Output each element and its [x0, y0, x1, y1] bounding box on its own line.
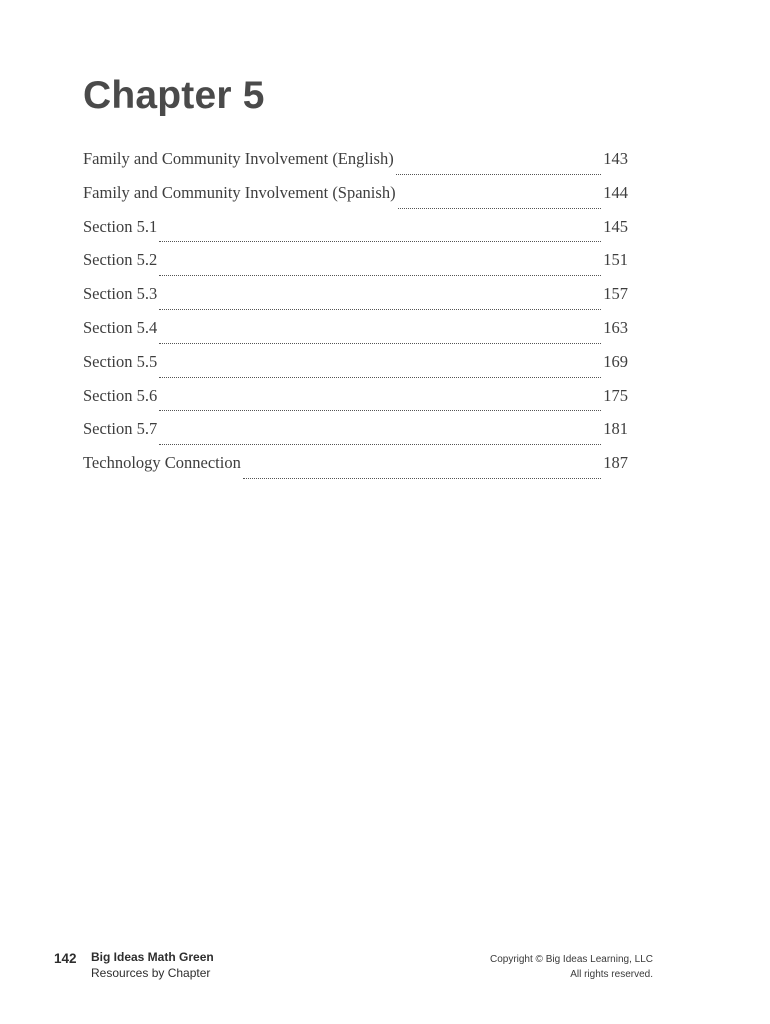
footer-book-subtitle: Resources by Chapter	[91, 965, 211, 980]
toc-entry-section-5-3	[83, 282, 628, 316]
toc-entry-label: Section 5.2	[83, 250, 158, 270]
footer-book-info	[91, 950, 214, 981]
toc-entry-section-5-2	[83, 248, 628, 282]
toc-entry-page: 175	[603, 385, 628, 405]
toc-dot-leader	[159, 228, 601, 242]
chapter-title: Chapter 5	[83, 74, 265, 117]
toc-entry-label: Section 5.5	[83, 351, 158, 371]
footer-copyright	[490, 952, 653, 982]
toc-entry-label: Section 5.7	[83, 419, 158, 439]
toc-dot-leader	[243, 465, 601, 479]
toc-dot-leader	[159, 431, 601, 445]
toc-dot-leader	[159, 262, 601, 276]
toc-dot-leader	[398, 195, 602, 209]
table-of-contents	[83, 147, 628, 485]
toc-entry-page: 181	[603, 419, 628, 439]
toc-entry-label: Technology Connection	[83, 453, 241, 473]
footer-page-number: 142	[54, 951, 77, 966]
toc-dot-leader	[159, 364, 601, 378]
toc-entry-label: Family and Community Involvement (Spanish)	[83, 182, 396, 202]
toc-entry-label: Section 5.1	[83, 216, 158, 236]
toc-dot-leader	[396, 161, 602, 175]
footer-copyright-line: Copyright © Big Ideas Learning, LLC	[489, 954, 653, 965]
toc-dot-leader	[159, 397, 601, 411]
toc-entry-english	[83, 147, 628, 181]
toc-entry-technology	[83, 451, 628, 485]
toc-dot-leader	[159, 296, 601, 310]
toc-entry-page: 151	[603, 250, 628, 270]
toc-entry-page: 163	[603, 317, 628, 337]
toc-entry-page: 144	[603, 182, 628, 202]
toc-entry-section-5-1	[83, 215, 628, 249]
toc-entry-section-5-6	[83, 384, 628, 418]
toc-entry-page: 187	[603, 453, 628, 473]
toc-entry-page: 169	[603, 351, 628, 371]
footer-book-title: Big Ideas Math Green	[91, 950, 214, 964]
toc-entry-page: 143	[603, 149, 628, 168]
toc-entry-page: 145	[603, 216, 628, 236]
toc-entry-label: Family and Community Involvement (English)	[83, 149, 394, 168]
toc-entry-label: Section 5.3	[83, 284, 158, 304]
footer-rights-line: All rights reserved.	[570, 969, 653, 980]
toc-entry-section-5-5	[83, 350, 628, 384]
toc-entry-label: Section 5.4	[83, 317, 158, 337]
toc-entry-page: 157	[603, 284, 628, 304]
toc-dot-leader	[159, 330, 601, 344]
toc-entry-spanish	[83, 181, 628, 215]
toc-entry-section-5-7	[83, 417, 628, 451]
toc-entry-label: Section 5.6	[83, 385, 158, 405]
toc-entry-section-5-4	[83, 316, 628, 350]
